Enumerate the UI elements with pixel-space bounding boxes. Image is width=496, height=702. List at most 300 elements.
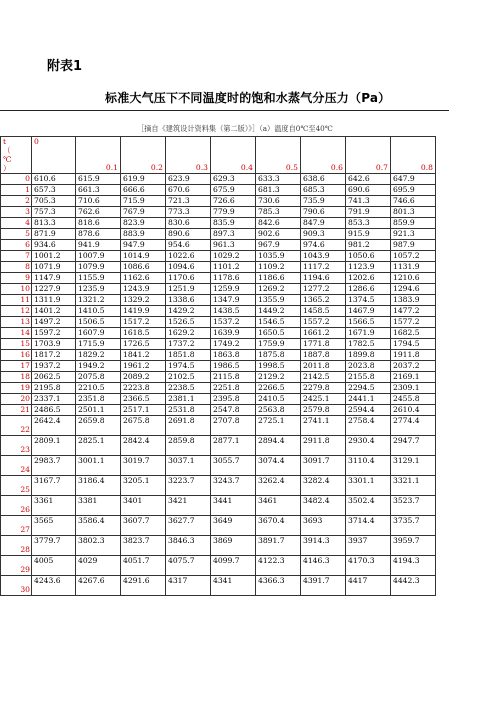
pressure-cell: 2351.8	[76, 394, 121, 405]
pressure-cell: 1526.5	[166, 317, 211, 328]
pressure-cell: 2877.1	[211, 436, 256, 456]
pressure-cell: 3282.4	[301, 476, 346, 496]
pressure-cell: 1374.5	[346, 295, 391, 306]
pressure-cell: 4005	[32, 556, 76, 576]
pressure-cell: 730.6	[256, 196, 301, 207]
pressure-cell: 779.9	[211, 207, 256, 218]
pressure-cell: 1577.2	[391, 317, 436, 328]
pressure-cell: 610.6	[32, 174, 76, 185]
pressure-cell: 1449.2	[256, 306, 301, 317]
pressure-cell: 3823.7	[121, 536, 166, 556]
table-row	[1, 372, 436, 383]
pressure-cell: 883.9	[121, 229, 166, 240]
pressure-cell: 1321.2	[76, 295, 121, 306]
pressure-cell: 3891.7	[256, 536, 301, 556]
pressure-cell: 1759.9	[256, 339, 301, 350]
pressure-cell: 4029	[76, 556, 121, 576]
pressure-cell: 1235.9	[76, 284, 121, 295]
pressure-cell: 1771.8	[301, 339, 346, 350]
pressure-cell: 3037.1	[166, 456, 211, 476]
temperature-cell: 27	[1, 516, 32, 536]
temperature-cell: 7	[1, 251, 32, 262]
pressure-cell: 818.6	[76, 218, 121, 229]
pressure-cell: 1194.6	[301, 273, 346, 284]
pressure-cell: 1227.9	[32, 284, 76, 295]
table-subtitle: ［摘自《建筑设计资料集（第二版）》］（a）温度自0℃至40℃	[137, 124, 333, 133]
pressure-cell: 1546.5	[256, 317, 301, 328]
table-row	[1, 196, 436, 207]
pressure-cell: 4122.3	[256, 556, 301, 576]
temperature-cell: 6	[1, 240, 32, 251]
pressure-cell: 3846.3	[166, 536, 211, 556]
pressure-cell: 1001.2	[32, 251, 76, 262]
pressure-cell: 1961.2	[121, 361, 166, 372]
pressure-cell: 1202.6	[346, 273, 391, 284]
table-row	[1, 556, 436, 576]
pressure-cell: 3091.7	[301, 456, 346, 476]
pressure-cell: 915.9	[346, 229, 391, 240]
pressure-cell: 897.3	[211, 229, 256, 240]
pressure-cell: 3649	[211, 516, 256, 536]
pressure-cell: 1817.2	[32, 350, 76, 361]
pressure-cell: 1682.5	[391, 328, 436, 339]
pressure-cell: 2809.1	[32, 436, 76, 456]
pressure-cell: 1715.9	[76, 339, 121, 350]
table-title: 标准大气压下不同温度时的饱和水蒸气分压力（Pa）	[105, 91, 391, 105]
pressure-cell: 1497.2	[32, 317, 76, 328]
pressure-cell: 941.9	[76, 240, 121, 251]
temperature-cell: 29	[1, 556, 32, 576]
pressure-cell: 2337.1	[32, 394, 76, 405]
pressure-cell: 1007.9	[76, 251, 121, 262]
pressure-cell: 3869	[211, 536, 256, 556]
pressure-cell: 823.9	[121, 218, 166, 229]
column-header: 0.5	[256, 137, 301, 174]
pressure-cell: 1329.2	[121, 295, 166, 306]
pressure-cell: 721.3	[166, 196, 211, 207]
pressure-cell: 3321.1	[391, 476, 436, 496]
pressure-cell: 813.3	[32, 218, 76, 229]
pressure-cell: 3714.4	[346, 516, 391, 536]
pressure-cell: 2309.1	[391, 383, 436, 394]
temperature-cell: 17	[1, 361, 32, 372]
pressure-cell: 921.3	[391, 229, 436, 240]
pressure-cell: 1986.5	[211, 361, 256, 372]
pressure-cell: 2062.5	[32, 372, 76, 383]
temperature-cell: 1	[1, 185, 32, 196]
pressure-cell: 2210.5	[76, 383, 121, 394]
pressure-cell: 2381.1	[166, 394, 211, 405]
pressure-cell: 2579.8	[301, 405, 346, 416]
pressure-cell: 2547.8	[211, 405, 256, 416]
pressure-cell: 1401.2	[32, 306, 76, 317]
pressure-cell: 1079.9	[76, 262, 121, 273]
pressure-cell: 1155.9	[76, 273, 121, 284]
pressure-cell: 4194.3	[391, 556, 436, 576]
pressure-cell: 3586.4	[76, 516, 121, 536]
table-row	[1, 576, 436, 596]
pressure-cell: 1117.2	[301, 262, 346, 273]
table-row	[1, 436, 436, 456]
pressure-cell: 1506.5	[76, 317, 121, 328]
temperature-header-part: ℃	[3, 155, 12, 164]
pressure-cell: 4243.6	[32, 576, 76, 596]
pressure-cell: 3205.1	[121, 476, 166, 496]
pressure-cell: 2842.4	[121, 436, 166, 456]
pressure-cell: 2675.8	[121, 416, 166, 436]
temperature-cell: 19	[1, 383, 32, 394]
pressure-cell: 2266.5	[256, 383, 301, 394]
temperature-cell: 23	[1, 436, 32, 456]
pressure-cell: 4442.3	[391, 576, 436, 596]
pressure-cell: 974.6	[301, 240, 346, 251]
temperature-cell: 25	[1, 476, 32, 496]
pressure-cell: 1043.9	[301, 251, 346, 262]
pressure-cell: 3186.4	[76, 476, 121, 496]
pressure-cell: 615.9	[76, 174, 121, 185]
temperature-cell: 8	[1, 262, 32, 273]
table-row	[1, 262, 436, 273]
pressure-cell: 1597.2	[32, 328, 76, 339]
pressure-table	[0, 136, 436, 596]
temperature-cell: 3	[1, 207, 32, 218]
pressure-cell: 1911.8	[391, 350, 436, 361]
pressure-cell: 3401	[121, 496, 166, 516]
pressure-cell: 2758.4	[346, 416, 391, 436]
pressure-cell: 1355.9	[256, 295, 301, 306]
pressure-cell: 2089.2	[121, 372, 166, 383]
pressure-cell: 1639.9	[211, 328, 256, 339]
pressure-cell: 1094.6	[166, 262, 211, 273]
pressure-cell: 629.3	[211, 174, 256, 185]
pressure-cell: 623.9	[166, 174, 211, 185]
pressure-cell: 2011.8	[301, 361, 346, 372]
pressure-cell: 1014.9	[121, 251, 166, 262]
table-row	[1, 317, 436, 328]
pressure-cell: 2859.8	[166, 436, 211, 456]
pressure-cell: 3502.4	[346, 496, 391, 516]
temperature-cell: 5	[1, 229, 32, 240]
pressure-cell: 4417	[346, 576, 391, 596]
pressure-cell: 715.9	[121, 196, 166, 207]
pressure-cell: 3441	[211, 496, 256, 516]
pressure-cell: 1251.9	[166, 284, 211, 295]
pressure-cell: 2486.5	[32, 405, 76, 416]
pressure-cell: 2725.1	[256, 416, 301, 436]
pressure-cell: 1517.2	[121, 317, 166, 328]
pressure-cell: 3421	[166, 496, 211, 516]
pressure-cell: 1170.6	[166, 273, 211, 284]
pressure-cell: 2279.8	[301, 383, 346, 394]
pressure-cell: 2169.1	[391, 372, 436, 383]
table-row	[1, 383, 436, 394]
pressure-cell: 726.6	[211, 196, 256, 207]
column-header-label: 0	[34, 137, 39, 146]
table-row	[1, 416, 436, 436]
pressure-cell: 790.6	[301, 207, 346, 218]
temperature-cell: 9	[1, 273, 32, 284]
pressure-cell: 3937	[346, 536, 391, 556]
pressure-cell: 1703.9	[32, 339, 76, 350]
table-row	[1, 536, 436, 556]
pressure-cell: 3381	[76, 496, 121, 516]
pressure-cell: 619.9	[121, 174, 166, 185]
table-row	[1, 218, 436, 229]
pressure-cell: 3607.7	[121, 516, 166, 536]
temperature-cell: 12	[1, 306, 32, 317]
pressure-cell: 3167.7	[32, 476, 76, 496]
pressure-cell: 871.9	[32, 229, 76, 240]
pressure-cell: 1841.2	[121, 350, 166, 361]
pressure-cell: 4341	[211, 576, 256, 596]
pressure-cell: 2195.8	[32, 383, 76, 394]
temperature-cell: 10	[1, 284, 32, 295]
table-row	[1, 496, 436, 516]
pressure-cell: 1937.2	[32, 361, 76, 372]
pressure-cell: 1186.6	[256, 273, 301, 284]
table-row	[1, 174, 436, 185]
pressure-cell: 647.9	[391, 174, 436, 185]
pressure-cell: 1887.8	[301, 350, 346, 361]
pressure-cell: 2366.5	[121, 394, 166, 405]
header-row	[1, 137, 436, 174]
pressure-cell: 1737.2	[166, 339, 211, 350]
pressure-cell: 4391.7	[301, 576, 346, 596]
pressure-cell: 2142.5	[301, 372, 346, 383]
pressure-cell: 681.3	[256, 185, 301, 196]
table-row	[1, 328, 436, 339]
pressure-cell: 4170.3	[346, 556, 391, 576]
pressure-cell: 961.3	[211, 240, 256, 251]
pressure-cell: 2610.4	[391, 405, 436, 416]
column-header: 0.3	[166, 137, 211, 174]
pressure-cell: 902.6	[256, 229, 301, 240]
pressure-cell: 1851.8	[166, 350, 211, 361]
temperature-cell: 22	[1, 416, 32, 436]
pressure-cell: 1050.6	[346, 251, 391, 262]
pressure-cell: 1057.2	[391, 251, 436, 262]
pressure-cell: 767.9	[121, 207, 166, 218]
pressure-cell: 1294.6	[391, 284, 436, 295]
temperature-cell: 2	[1, 196, 32, 207]
pressure-cell: 2075.8	[76, 372, 121, 383]
column-header: 0.7	[346, 137, 391, 174]
pressure-cell: 853.3	[346, 218, 391, 229]
temperature-cell: 4	[1, 218, 32, 229]
pressure-cell: 746.6	[391, 196, 436, 207]
pressure-cell: 2102.5	[166, 372, 211, 383]
pressure-cell: 2707.8	[211, 416, 256, 436]
temperature-cell: 15	[1, 339, 32, 350]
pressure-cell: 2155.8	[346, 372, 391, 383]
pressure-cell: 2395.8	[211, 394, 256, 405]
pressure-cell: 2023.8	[346, 361, 391, 372]
pressure-cell: 1618.5	[121, 328, 166, 339]
pressure-cell: 4075.7	[166, 556, 211, 576]
pressure-cell: 785.3	[256, 207, 301, 218]
temperature-cell: 28	[1, 536, 32, 556]
pressure-cell: 1259.9	[211, 284, 256, 295]
pressure-cell: 1311.9	[32, 295, 76, 306]
pressure-cell: 1123.9	[346, 262, 391, 273]
table-row	[1, 405, 436, 416]
pressure-cell: 2441.1	[346, 394, 391, 405]
pressure-cell: 1338.6	[166, 295, 211, 306]
pressure-cell: 947.9	[121, 240, 166, 251]
table-row	[1, 361, 436, 372]
column-header: 0.8	[391, 137, 436, 174]
pressure-cell: 2223.8	[121, 383, 166, 394]
pressure-cell: 661.3	[76, 185, 121, 196]
pressure-cell: 4366.3	[256, 576, 301, 596]
pressure-cell: 3914.3	[301, 536, 346, 556]
pressure-cell: 1458.5	[301, 306, 346, 317]
column-header: 0.4	[211, 137, 256, 174]
pressure-cell: 1429.2	[166, 306, 211, 317]
pressure-cell: 2642.4	[32, 416, 76, 436]
pressure-cell: 1998.5	[256, 361, 301, 372]
pressure-cell: 1671.9	[346, 328, 391, 339]
pressure-cell: 842.6	[256, 218, 301, 229]
table-row	[1, 516, 436, 536]
pressure-cell: 1210.6	[391, 273, 436, 284]
pressure-cell: 757.3	[32, 207, 76, 218]
temperature-cell: 24	[1, 456, 32, 476]
temperature-header-part: ）	[3, 164, 11, 173]
pressure-cell: 1147.9	[32, 273, 76, 284]
title-rule	[0, 110, 449, 111]
pressure-cell: 1629.2	[166, 328, 211, 339]
pressure-cell: 1782.5	[346, 339, 391, 350]
pressure-cell: 4291.6	[121, 576, 166, 596]
pressure-cell: 4267.6	[76, 576, 121, 596]
pressure-cell: 773.3	[166, 207, 211, 218]
pressure-cell: 1286.6	[346, 284, 391, 295]
column-header: 0.1	[76, 137, 121, 174]
pressure-cell: 3735.7	[391, 516, 436, 536]
pressure-cell: 3110.4	[346, 456, 391, 476]
temperature-cell: 18	[1, 372, 32, 383]
appendix-label: 附表1	[47, 59, 83, 74]
pressure-cell: 3301.1	[346, 476, 391, 496]
pressure-cell: 3074.4	[256, 456, 301, 476]
pressure-cell: 638.6	[301, 174, 346, 185]
pressure-cell: 3565	[32, 516, 76, 536]
table-row	[1, 350, 436, 361]
pressure-cell: 685.3	[301, 185, 346, 196]
table-row	[1, 273, 436, 284]
pressure-cell: 1467.9	[346, 306, 391, 317]
pressure-cell: 987.9	[391, 240, 436, 251]
pressure-cell: 2517.1	[121, 405, 166, 416]
pressure-cell: 2659.8	[76, 416, 121, 436]
pressure-cell: 741.3	[346, 196, 391, 207]
pressure-cell: 1661.2	[301, 328, 346, 339]
pressure-cell: 1829.2	[76, 350, 121, 361]
pressure-cell: 801.3	[391, 207, 436, 218]
pressure-cell: 2894.4	[256, 436, 301, 456]
table-row	[1, 284, 436, 295]
pressure-cell: 859.9	[391, 218, 436, 229]
pressure-cell: 3779.7	[32, 536, 76, 556]
temperature-cell: 26	[1, 496, 32, 516]
pressure-cell: 1243.9	[121, 284, 166, 295]
pressure-cell: 2531.8	[166, 405, 211, 416]
temperature-header-part: t	[3, 137, 7, 146]
pressure-cell: 1029.2	[211, 251, 256, 262]
pressure-cell: 735.9	[301, 196, 346, 207]
pressure-cell: 2825.1	[76, 436, 121, 456]
pressure-cell: 1607.9	[76, 328, 121, 339]
pressure-cell: 2294.5	[346, 383, 391, 394]
pressure-cell: 2930.4	[346, 436, 391, 456]
pressure-cell: 890.6	[166, 229, 211, 240]
table-row	[1, 240, 436, 251]
pressure-cell: 1071.9	[32, 262, 76, 273]
table-row	[1, 185, 436, 196]
pressure-cell: 2947.7	[391, 436, 436, 456]
pressure-cell: 3001.1	[76, 456, 121, 476]
pressure-cell: 1086.6	[121, 262, 166, 273]
pressure-cell: 4051.7	[121, 556, 166, 576]
pressure-cell: 1949.2	[76, 361, 121, 372]
pressure-cell: 1269.2	[256, 284, 301, 295]
pressure-cell: 934.6	[32, 240, 76, 251]
pressure-cell: 1162.6	[121, 273, 166, 284]
pressure-cell: 4146.3	[301, 556, 346, 576]
pressure-cell: 1726.5	[121, 339, 166, 350]
pressure-cell: 670.6	[166, 185, 211, 196]
pressure-cell: 2774.4	[391, 416, 436, 436]
pressure-cell: 847.9	[301, 218, 346, 229]
pressure-cell: 1178.6	[211, 273, 256, 284]
pressure-cell: 4317	[166, 576, 211, 596]
pressure-cell: 791.9	[346, 207, 391, 218]
pressure-cell: 3627.7	[166, 516, 211, 536]
temperature-cell: 11	[1, 295, 32, 306]
pressure-cell: 3129.1	[391, 456, 436, 476]
pressure-cell: 1101.2	[211, 262, 256, 273]
temperature-cell: 30	[1, 576, 32, 596]
column-header-0	[32, 137, 76, 174]
pressure-cell: 3223.7	[166, 476, 211, 496]
pressure-cell: 690.6	[346, 185, 391, 196]
pressure-cell: 2425.1	[301, 394, 346, 405]
temperature-cell: 21	[1, 405, 32, 416]
pressure-cell: 954.6	[166, 240, 211, 251]
pressure-cell: 1410.5	[76, 306, 121, 317]
pressure-cell: 762.6	[76, 207, 121, 218]
temperature-cell: 0	[1, 174, 32, 185]
pressure-cell: 835.9	[211, 218, 256, 229]
temperature-cell: 16	[1, 350, 32, 361]
pressure-cell: 3361	[32, 496, 76, 516]
pressure-cell: 1557.2	[301, 317, 346, 328]
pressure-cell: 1035.9	[256, 251, 301, 262]
pressure-cell: 4099.7	[211, 556, 256, 576]
pressure-cell: 3019.7	[121, 456, 166, 476]
pressure-cell: 675.9	[211, 185, 256, 196]
pressure-cell: 633.3	[256, 174, 301, 185]
pressure-cell: 2983.7	[32, 456, 76, 476]
table-row	[1, 251, 436, 262]
pressure-cell: 1875.8	[256, 350, 301, 361]
pressure-cell: 1365.2	[301, 295, 346, 306]
pressure-cell: 666.6	[121, 185, 166, 196]
pressure-cell: 1537.2	[211, 317, 256, 328]
pressure-cell: 1477.2	[391, 306, 436, 317]
pressure-cell: 1899.8	[346, 350, 391, 361]
